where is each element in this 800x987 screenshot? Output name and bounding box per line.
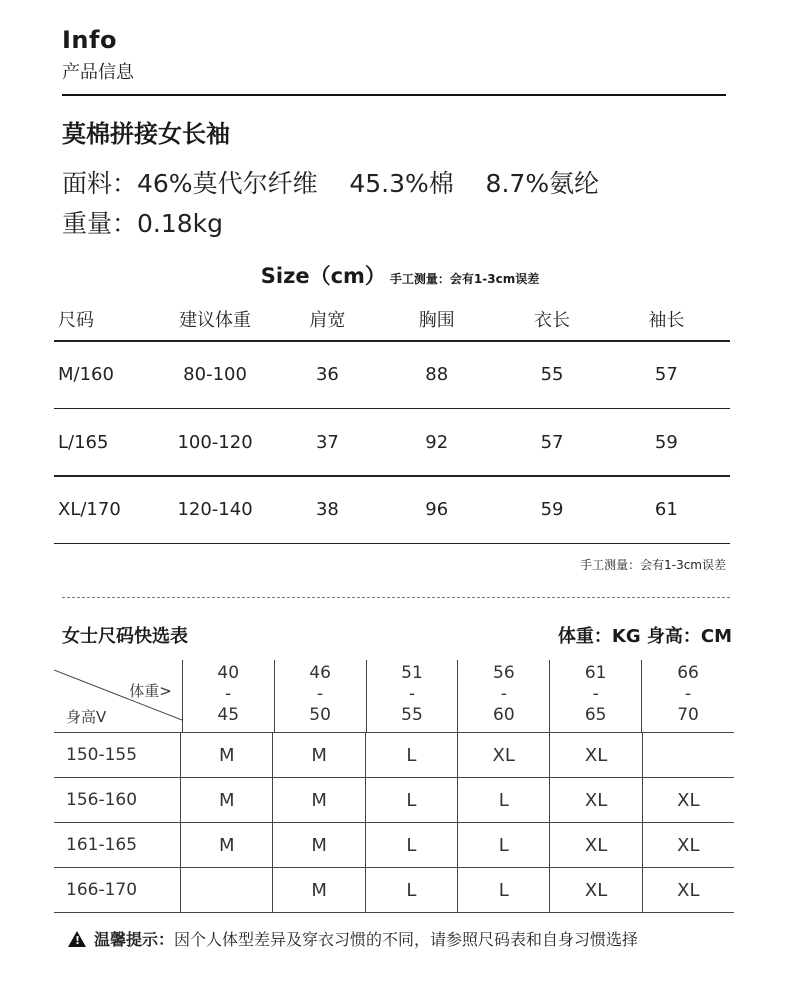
size-pick-cell: M [273,868,365,912]
weight-bottom: 45 [217,705,240,725]
size-table [54,298,730,544]
weight-range-header [183,660,275,732]
size-pick-cell: XL [677,834,700,856]
size-pick-cell: XL [550,778,642,822]
size-pick-cell: M [273,778,365,822]
size-pick-cell: XL [550,823,642,867]
size-header-cell: 胸围 [418,310,455,331]
table-row [54,733,734,778]
size-pick-cell: M [273,823,365,867]
size-cell: 55 [540,364,564,385]
height-range-cell: 150-155 [54,733,181,777]
size-pick-cell: L [366,823,458,867]
size-table-header [54,298,730,340]
size-header-cell: 尺码 [58,310,94,331]
warning-icon [68,931,86,947]
weight-range-header [367,660,459,732]
weight-sep: - [684,684,692,704]
table-row [54,868,734,913]
size-title-note: 手工测量：会有1-3cm误差 [389,272,540,286]
header-divider [62,94,726,96]
weight-top: 61 [584,663,607,683]
size-pick-cell [181,868,273,912]
size-pick-cell: L [458,868,550,912]
table-row [54,477,730,543]
size-header-cell: 肩宽 [309,310,346,331]
measurement-note: 手工测量：会有1-3cm误差 [580,558,726,572]
weight-sep: - [317,684,324,704]
size-cell: M/160 [58,364,114,385]
weight-top: 66 [677,663,699,683]
size-pick-cell: XL [550,868,642,912]
weight-sep: - [225,684,232,704]
size-table-title [0,260,800,290]
table-rule [54,543,730,545]
size-header-cell: 衣长 [534,310,571,331]
size-cell: L/165 [58,431,109,453]
size-pick-cell: M [181,823,273,867]
table-row [54,778,734,823]
corner-weight-label: 体重> [129,682,172,700]
size-pick-cell: L [366,868,458,912]
quick-table-header [54,660,734,733]
info-title: Info [62,26,117,54]
table-row [54,823,734,868]
size-pick-cell: M [273,733,365,777]
weight-bottom: 55 [401,705,423,725]
corner-cell [54,660,183,732]
quick-chart-units: 体重：KG 身高：CM [557,626,732,647]
size-cell: 120-140 [177,499,253,520]
product-weight: 重量：0.18kg [62,209,224,238]
product-fabric: 面料：46%莫代尔纤维 45.3%棉 8.7%氨纶 [62,169,600,198]
corner-height-label: 身高V [66,708,107,726]
size-pick-cell: XL [677,879,700,901]
weight-range-header [550,660,642,732]
weight-bottom: 50 [309,705,331,725]
size-pick-cell: XL [550,733,642,777]
product-name: 莫棉拼接女长袖 [62,120,230,148]
table-row [54,342,730,408]
size-cell: 59 [540,499,564,520]
tip-text: 因个人体型差异及穿衣习惯的不同，请参照尺码表和自身习惯选择 [174,930,639,949]
size-pick-cell: M [181,733,273,777]
size-pick-cell: L [458,823,550,867]
size-cell: 59 [654,431,678,453]
size-cell: 100-120 [177,431,253,453]
size-cell: 80-100 [183,364,247,385]
tip-line [68,927,638,950]
weight-sep: - [408,684,416,704]
size-cell: 92 [425,431,449,453]
size-pick-cell: L [458,778,550,822]
quick-chart-title: 女士尺码快选表 [62,626,188,647]
weight-range-header [642,660,734,732]
size-cell: 88 [425,364,449,385]
quick-size-table [54,660,734,913]
height-range-cell: 161-165 [54,823,181,867]
weight-bottom: 65 [584,705,607,725]
size-cell: 38 [315,499,339,520]
weight-bottom: 60 [493,705,515,725]
table-row [54,409,730,475]
size-cell: 96 [425,499,449,520]
size-header-cell: 袖长 [648,310,685,331]
weight-range-header [458,660,550,732]
weight-top: 56 [493,663,515,683]
height-range-cell: 166-170 [54,868,181,912]
size-cell: XL/170 [58,499,121,520]
weight-top: 46 [309,663,331,683]
size-pick-cell: L [366,733,458,777]
weight-sep: - [500,684,507,704]
size-cell: 61 [654,499,678,520]
size-cell: 57 [540,431,564,453]
weight-bottom: 70 [677,705,699,725]
tip-label: 温馨提示： [94,930,175,949]
size-pick-cell: XL [677,789,700,811]
weight-range-header [275,660,367,732]
size-pick-cell: M [181,778,273,822]
dashed-divider [62,597,730,598]
weight-top: 51 [401,663,423,683]
weight-sep: - [592,684,599,704]
size-cell: 36 [315,364,339,385]
size-pick-cell: L [366,778,458,822]
size-header-cell: 建议体重 [179,310,252,331]
size-title-text: Size（cm） [260,264,386,288]
size-pick-cell [643,733,734,777]
size-pick-cell: XL [458,733,550,777]
info-subtitle: 产品信息 [62,62,134,83]
height-range-cell: 156-160 [54,778,181,822]
size-cell: 37 [315,431,339,453]
weight-top: 40 [217,663,240,683]
size-cell: 57 [654,364,678,385]
